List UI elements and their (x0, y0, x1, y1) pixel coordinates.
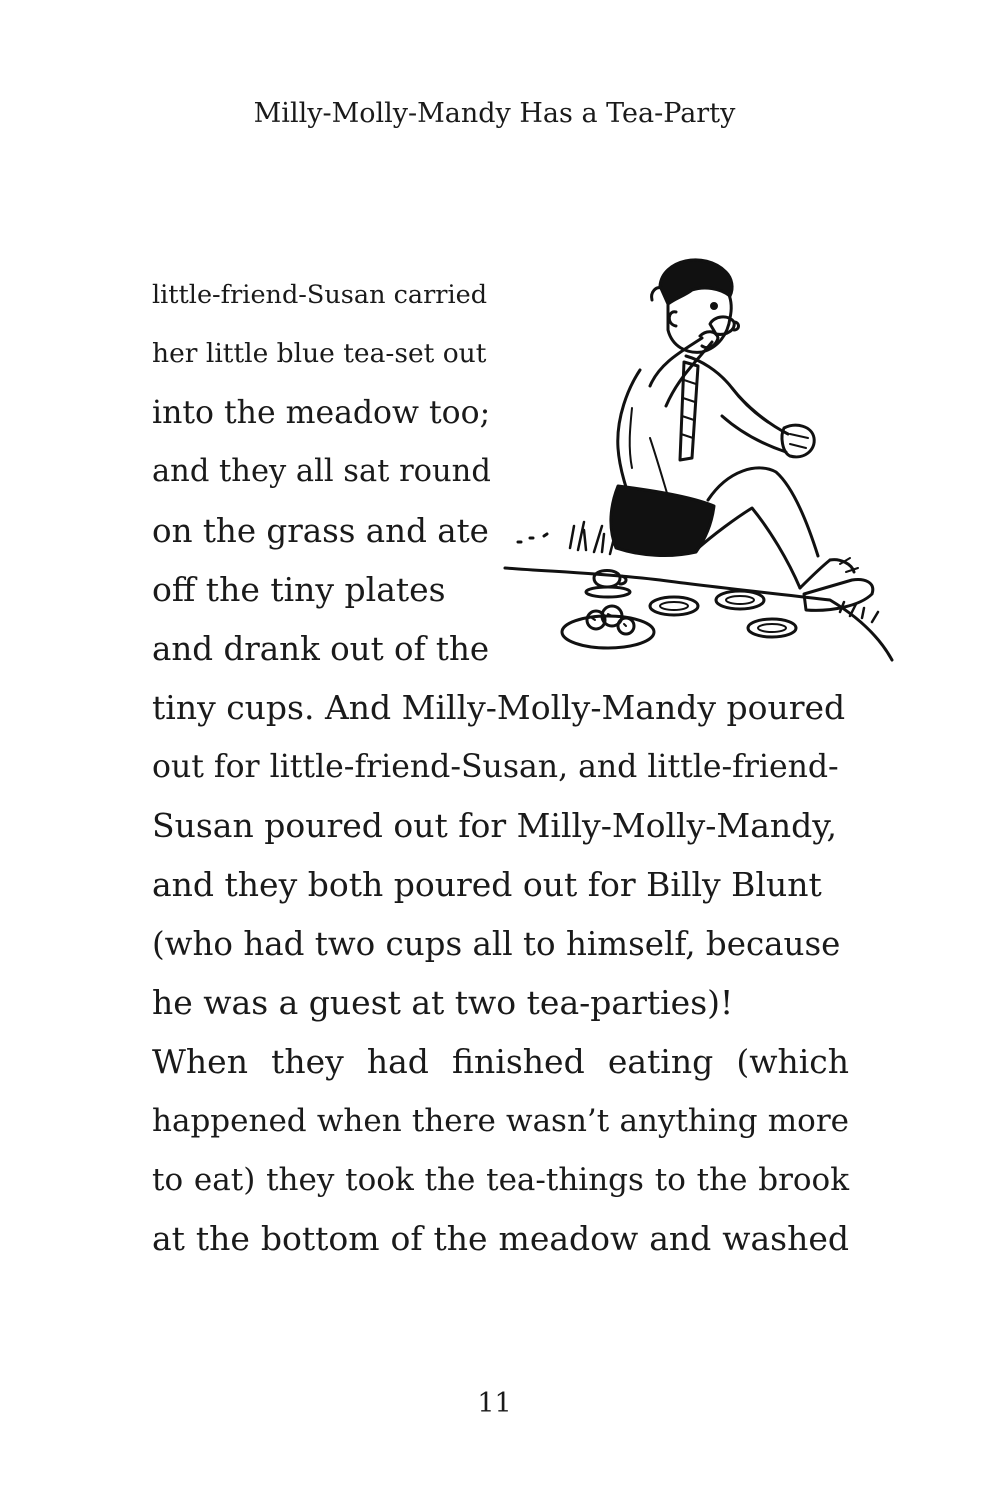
text-line: he was a guest at two tea-parties)! (152, 983, 734, 1022)
text-line: out for little-friend-Susan, and little-friend- (152, 749, 839, 785)
text-line: off the tiny plates (152, 570, 446, 609)
text-line: Susan poured out for Milly-Molly-Mandy, (152, 806, 837, 845)
text-line: happened when there wasn’t anything more (152, 1103, 849, 1139)
running-head: Milly-Molly-Mandy Has a Tea-Party (253, 98, 736, 129)
text-line: When they had finished eating (which (152, 1042, 849, 1081)
page-number: 11 (477, 1388, 512, 1419)
text-line: (who had two cups all to himself, because (152, 925, 841, 963)
text-line: her little blue tea-set out (152, 338, 487, 369)
text-line: on the grass and ate (152, 512, 489, 550)
text-line: tiny cups. And Milly-Molly-Mandy poured (152, 688, 846, 727)
text-line: to eat) they took the tea-things to the brook (152, 1162, 849, 1198)
text-line: into the meadow too; (152, 395, 491, 431)
text-line: and they both poured out for Billy Blunt (152, 865, 822, 904)
text-line: and drank out of the (152, 630, 490, 668)
text-line: and they all sat round (152, 454, 491, 489)
boy-tea-party-illustration (500, 238, 900, 666)
text-line: at the bottom of the meadow and washed (152, 1219, 849, 1258)
text-line: little-friend-Susan carried (152, 280, 488, 310)
